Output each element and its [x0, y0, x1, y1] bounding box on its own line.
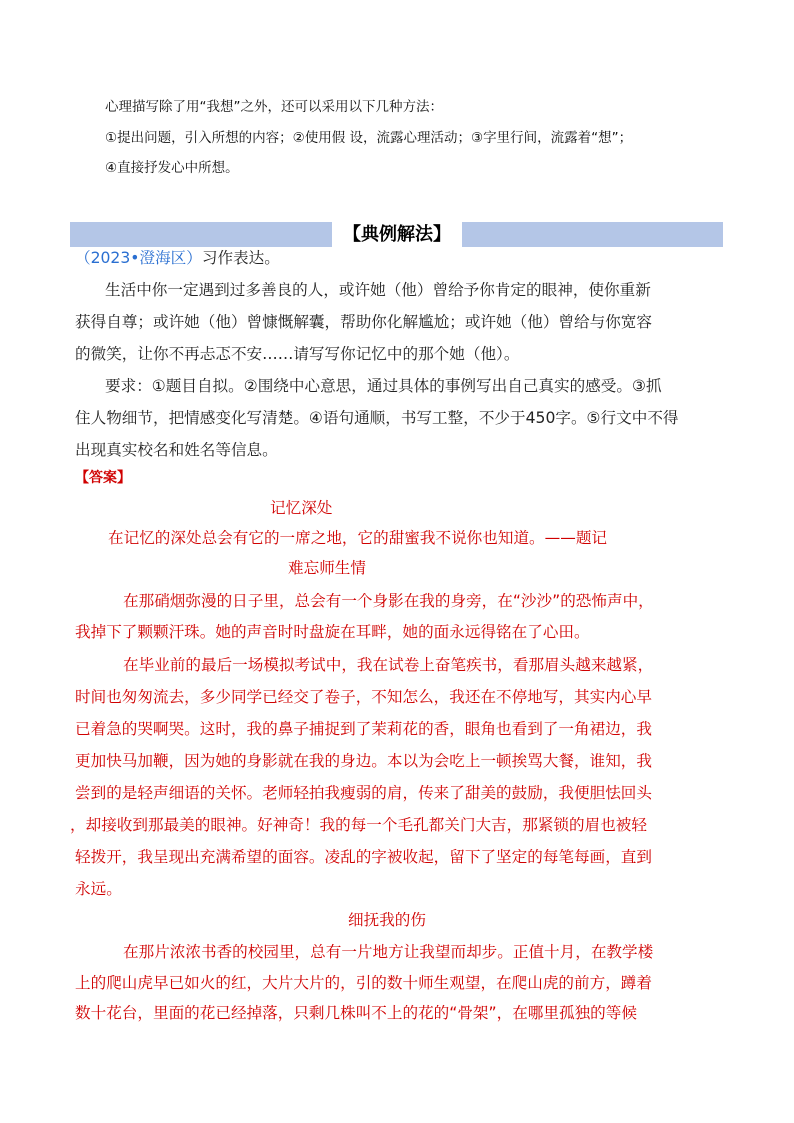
essay-line: 在那片浓浓书香的校园里，总有一片地方让我望而却步。正值十月，在教学楼	[123, 943, 654, 961]
question-heading	[75, 248, 280, 268]
essay-line: 上的爬山虎早已如火的红，大片大片的，引的数十师生观望，在爬山虎的前方，蹲着	[75, 974, 652, 992]
essay-line: 已着急的哭啊哭。这时，我的鼻子捕捉到了茉莉花的香，眼角也看到了一角裙边，我	[75, 720, 652, 738]
question-task: 习作表达。	[201, 249, 280, 267]
section-title: 【典例解法】	[332, 222, 462, 247]
essay-subtitle: 细抚我的伤	[348, 911, 426, 929]
intro-line: ①提出问题，引入所想的内容；②使用假 设，流露心理活动；③字里行间，流露着“想”；	[105, 130, 633, 146]
answer-label: 【答案】	[75, 470, 131, 486]
essay-line: 在那硝烟弥漫的日子里，总会有一个身影在我的身旁，在“沙沙”的恐怖声中，	[123, 592, 654, 610]
essay-epigraph: 在记忆的深处总会有它的一席之地，它的甜蜜我不说你也知道。——题记	[108, 529, 608, 547]
essay-line: 永远。	[75, 880, 122, 898]
intro-line: 心理描写除了用“我想”之外，还可以采用以下几种方法：	[105, 99, 443, 115]
question-source: （2023•澄海区）	[75, 249, 202, 267]
essay-title: 记忆深处	[270, 499, 333, 517]
essay-line: 我掉下了颗颗汗珠。她的声音时时盘旋在耳畔，她的面永远得铭在了心田。	[75, 623, 590, 641]
requirement-line: 要求：①题目自拟。②围绕中心意思，通过具体的事例写出自己真实的感受。③抓	[105, 377, 662, 395]
essay-line: 更加快马加鞭，因为她的身影就在我的身边。本以为会吃上一顿挨骂大餐，谁知，我	[75, 752, 652, 770]
prompt-line: 获得自尊；或许她（他）曾慷慨解囊，帮助你化解尴尬；或许她（他）曾给与你宽容	[75, 313, 652, 331]
requirement-line: 住人物细节，把情感变化写清楚。④语句通顺，书写工整，不少于450字。⑤行文中不得	[75, 409, 679, 427]
essay-line: 数十花台，里面的花已经掉落，只剩几株叫不上的花的“骨架”，在哪里孤独的等候	[75, 1004, 637, 1022]
essay-line: 尝到的是轻声细语的关怀。老师轻拍我瘦弱的肩，传来了甜美的鼓励，我便胆怯回头	[75, 784, 652, 802]
essay-line: 轻拨开，我呈现出充满希望的面容。凌乱的字被收起，留下了坚定的每笔每画，直到	[75, 848, 652, 866]
prompt-line: 生活中你一定遇到过多善良的人，或许她（他）曾给予你肯定的眼神，使你重新	[105, 281, 651, 299]
essay-subtitle: 难忘师生情	[288, 559, 366, 577]
essay-line: 在毕业前的最后一场模拟考试中，我在试卷上奋笔疾书，看那眉头越来越紧，	[123, 656, 654, 674]
prompt-line: 的微笑，让你不再忐忑不安……请写写你记忆中的那个她（他）。	[75, 345, 520, 363]
intro-line: ④直接抒发心中所想。	[105, 160, 239, 176]
essay-line: ，却接收到那最美的眼神。好神奇！我的每一个毛孔都关门大吉，那紧锁的眉也被轻	[70, 816, 647, 834]
essay-line: 时间也匆匆流去，多少同学已经交了卷子，不知怎么，我还在不停地写，其实内心早	[75, 688, 652, 706]
requirement-line: 出现真实校名和姓名等信息。	[75, 441, 278, 459]
